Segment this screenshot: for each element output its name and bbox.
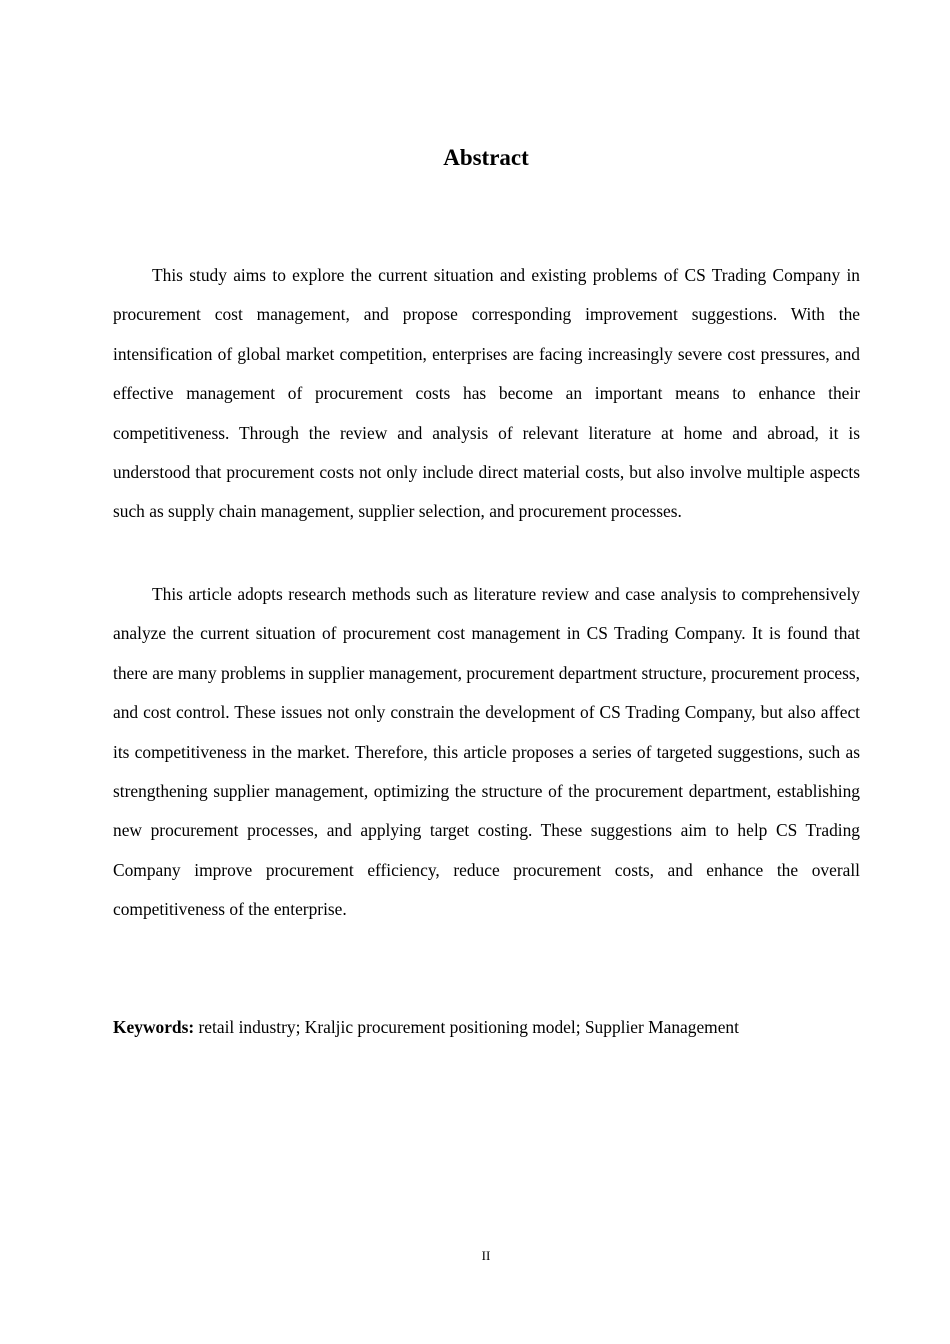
abstract-paragraph-1: This study aims to explore the current situation and existing problems of CS Trading Company in procurement cost management, and propose corresponding improvement suggestions. With the intensification of global market competition, enterprises are facing increasingly severe cost pressures, and effective management of procurement costs has become an important means to enhance their competitiveness. Through the review and analysis of relevant literature at home and abroad, it is understood that procurement costs not only include direct material costs, but also involve multiple aspects such as supply chain management, supplier selection, and procurement processes.: [113, 265, 860, 522]
abstract-paragraph-2: This article adopts research methods such as literature review and case analysis to comprehensively analyze the current situation of procurement cost management in CS Trading Company. It is found that there are many problems in supplier management, procurement department structure, procurement process, and cost control. These issues not only constrain the development of CS Trading Company, but also affect its competitiveness in the market. Therefore, this article proposes a series of targeted suggestions, such as strengthening supplier management, optimizing the structure of the procurement department, establishing new procurement processes, and applying target costing. These suggestions aim to help CS Trading Company improve procurement efficiency, reduce procurement costs, and enhance the overall competitiveness of the enterprise.: [113, 584, 860, 920]
abstract-title: Abstract: [443, 145, 529, 170]
page-number: II: [481, 1248, 491, 1263]
keywords-text: retail industry; Kraljic procurement positioning model; Supplier Management: [198, 1017, 739, 1037]
keywords-line: [113, 1013, 873, 1041]
keywords-label: Keywords:: [113, 1017, 195, 1037]
